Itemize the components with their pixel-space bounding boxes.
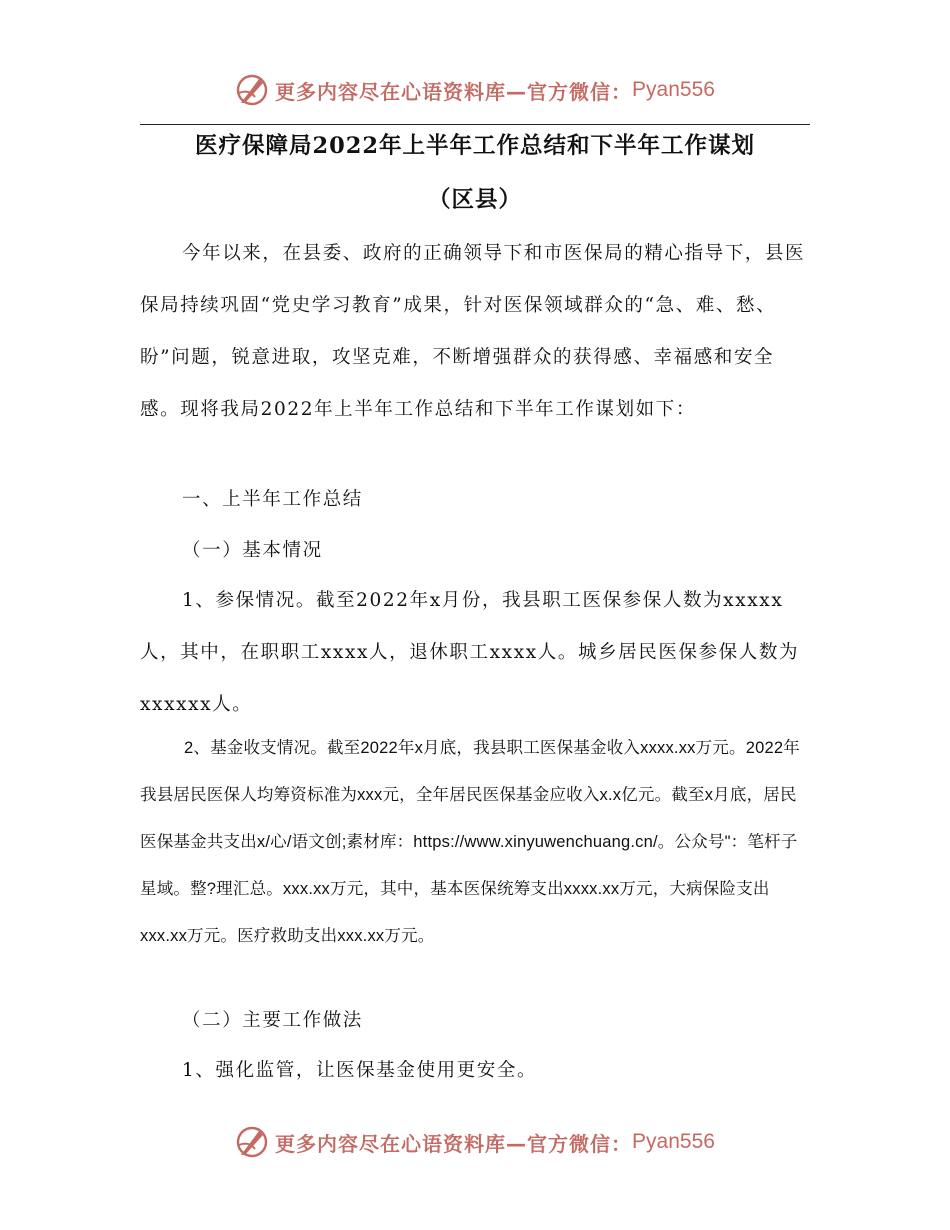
footer-banner-wechat-id: Pyan556	[632, 1130, 715, 1153]
quill-logo-icon	[235, 73, 269, 107]
paragraph-supervision: 1、强化监管，让医保基金使用更安全。	[182, 1060, 538, 1081]
header-banner-wechat-id: Pyan556	[632, 78, 715, 101]
header-rule	[140, 124, 810, 125]
paragraph-enrollment: 1、参保情况。截至2022年x月份，我县职工医保参保人数为xxxxx人，其中，在职职工xxxx人，退休职工xxxx人。城乡居民医保参保人数为xxxxxx人。	[140, 590, 800, 715]
document-subtitle: （区县）	[427, 187, 522, 213]
header-banner-text: 更多内容尽在心语资料库—官方微信：	[275, 79, 633, 104]
subsection-heading-measures: （二）主要工作做法	[182, 1010, 363, 1031]
document-title: 医疗保障局2022年上半年工作总结和下半年工作谋划	[194, 133, 756, 159]
footer-banner	[0, 1122, 950, 1162]
header-banner	[0, 70, 950, 110]
paragraph-intro: 今年以来，在县委、政府的正确领导下和市医保局的精心指导下，县医保局持续巩固“党史学习教育”成果，针对医保领域群众的“急、难、愁、盼”问题，锐意进取，攻坚克难，不断增强群众的获得感、幸福感和安全感。现将我局2022年上半年工作总结和下半年工作谋划如下：	[140, 243, 806, 420]
quill-logo-icon	[235, 1125, 269, 1159]
footer-banner-text: 更多内容尽在心语资料库—官方微信：	[275, 1131, 633, 1156]
paragraph-fund: 2、基金收支情况。截至2022年x月底，我县职工医保基金收入xxxx.xx万元。2022年我县居民医保人均筹资标准为xxx元，全年居民医保基金应收入x.x亿元。截至x月底，居民医保基金共支出x/心/语文创;素材库：https://www.xinyuwenchuang.cn/。公众号"：笔杆子星域。整?理汇总。xxx.xx万元，其中，基本医保统筹支出xxxx.xx万元，大病保险支出xxx.xx万元。医疗救助支出xxx.xx万元。	[140, 739, 800, 945]
subsection-heading-basic: （一）基本情况	[182, 540, 323, 561]
section-heading-summary: 一、上半年工作总结	[182, 489, 363, 510]
